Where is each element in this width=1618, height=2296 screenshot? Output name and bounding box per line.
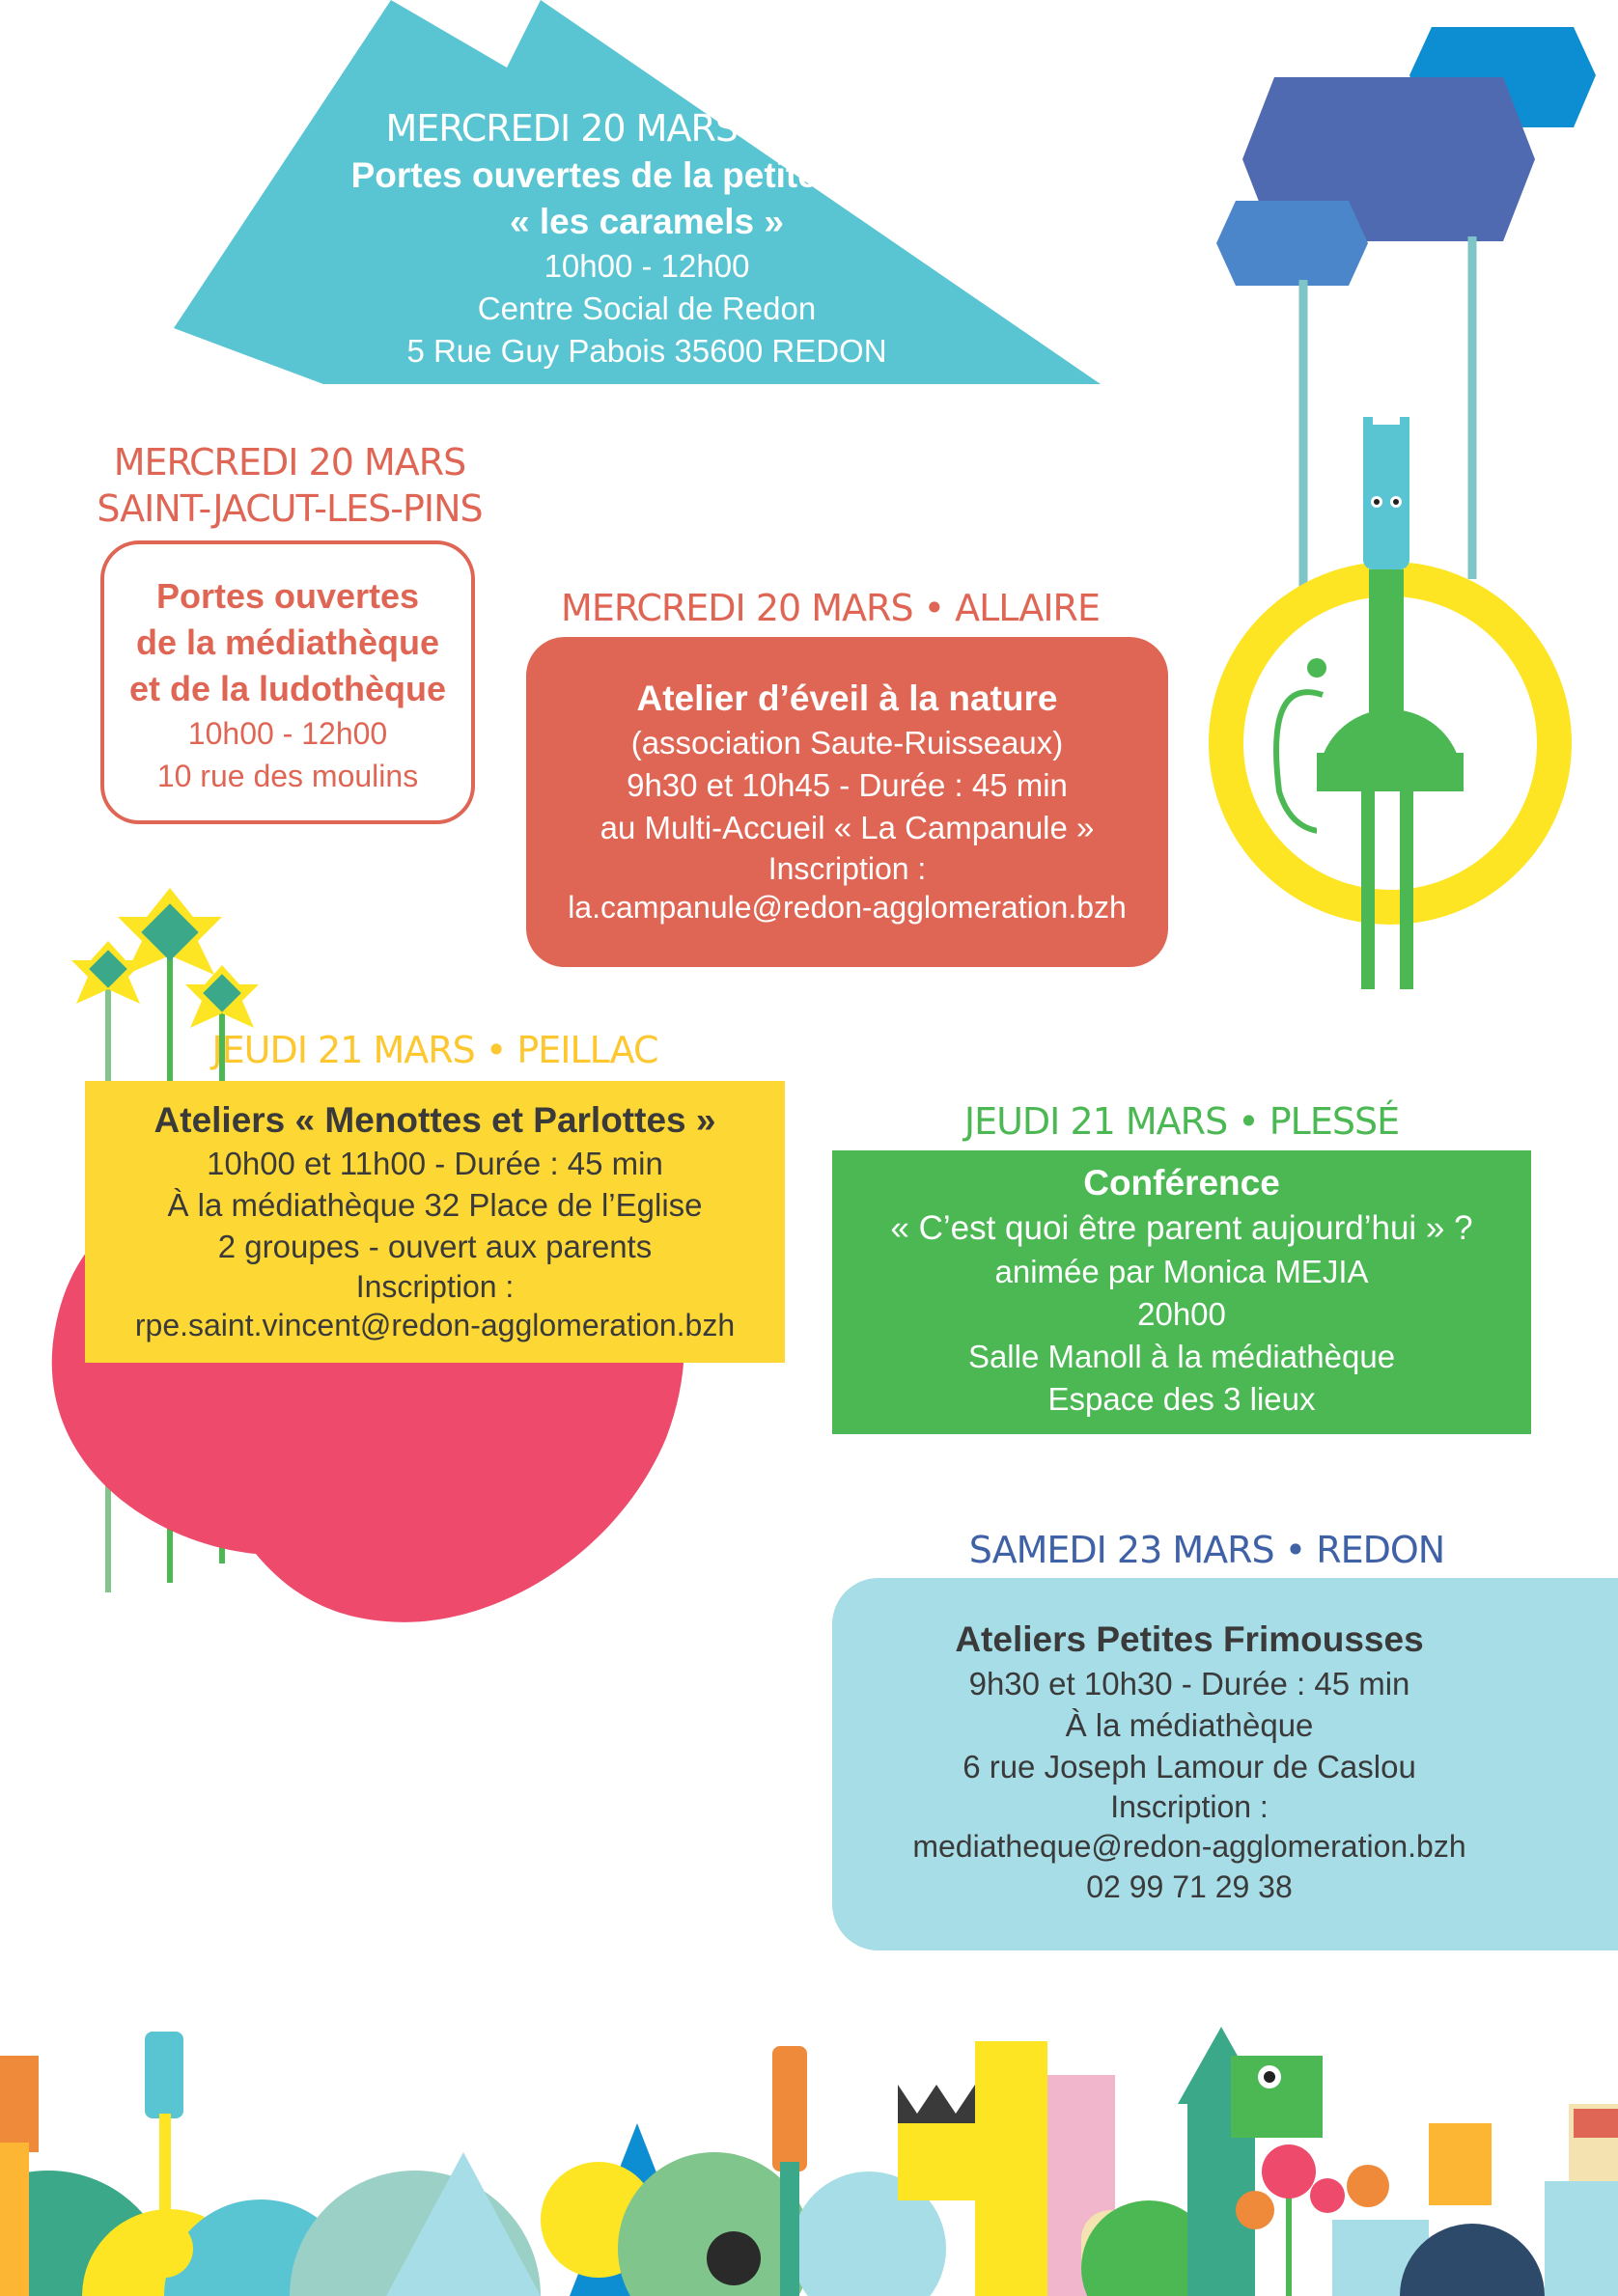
event-association: (association Saute-Ruisseaux) (630, 725, 1064, 761)
event-place: au Multi-Accueil « La Campanule » (600, 810, 1095, 845)
event-allaire-card (526, 637, 1168, 967)
event-inscription: Inscription : (355, 1269, 515, 1304)
event-plesse-header (832, 1098, 1531, 1145)
event-header: SAMEDI 23 MARS • REDON (968, 1529, 1445, 1571)
event-place: Centre Social de Redon (477, 290, 817, 326)
event-inscription: Inscription : (302, 1811, 460, 1845)
event-redon-frimousses-card (832, 1578, 1618, 1950)
event-email[interactable]: médiatheque@mairie-pipriac.fr (170, 1850, 593, 1885)
event-place: À la médiathèque (1065, 1707, 1314, 1743)
event-title: et de la ludothèque (128, 669, 447, 708)
event-phone[interactable]: 07 65 79 90 49 (278, 1931, 485, 1966)
event-address: 6 rue Joseph Lamour de Caslou (962, 1749, 1416, 1784)
event-title: Atelier d’éveil à la nature (636, 678, 1058, 718)
cloud-shape (1216, 201, 1368, 286)
event-redon-creche (290, 104, 1004, 373)
event-redon-frimousses-header (869, 1527, 1545, 1573)
event-peillac-card (85, 1081, 785, 1363)
event-place: Salle Manoll à la médiathèque (967, 1339, 1396, 1374)
event-phone[interactable]: 02 99 71 29 38 (1086, 1869, 1293, 1904)
event-inscription: Inscription : (767, 851, 927, 886)
event-header: SAMEDI 23 MARS • PIPRIAC (140, 1624, 623, 1667)
event-groups: 2 groupes - ouvert aux parents (217, 1229, 653, 1264)
event-title: Conférence (1083, 1163, 1280, 1203)
event-header: JEUDI 21 MARS • PLESSÉ (963, 1100, 1400, 1143)
event-saint-jacut-header (29, 439, 550, 532)
event-pipriac (116, 1621, 647, 1969)
event-title: Temps de lecture (236, 1673, 527, 1712)
event-saint-jacut-card (100, 540, 475, 824)
event-time: 16h30 à la médiathèque (194, 1765, 569, 1805)
event-header: JEUDI 21 MARS • PEILLAC (211, 1029, 658, 1071)
event-inscription: Inscription : (1110, 1789, 1269, 1824)
event-header: MERCREDI 20 MARS (113, 441, 466, 484)
event-title: Portes ouvertes (155, 576, 420, 616)
event-email[interactable]: rpe.saint.vincent@redon-agglomeration.bzh (134, 1308, 736, 1342)
event-email[interactable]: mediatheque@redon-agglomeration.bzh (912, 1829, 1466, 1864)
event-address: 10 rue des moulins (156, 759, 419, 793)
event-time: 10h00 et 11h00 - Durée : 45 min (207, 1146, 663, 1181)
event-email[interactable]: la.campanule@redon-agglomeration.bzh (568, 890, 1127, 925)
event-time: 10h00 - 12h00 (544, 248, 750, 284)
event-speaker: animée par Monica MEJIA (994, 1254, 1369, 1289)
event-peillac-header (85, 1027, 785, 1073)
event-title: pour les tout-petits (219, 1719, 544, 1758)
event-time: 9h30 et 10h45 - Durée : 45 min (627, 767, 1068, 803)
event-subtitle: « C’est quoi être parent aujourd’hui » ? (890, 1209, 1473, 1247)
event-title: Portes ouvertes de la petite crèche (350, 155, 943, 195)
event-time: 10h00 - 12h00 (187, 716, 388, 751)
event-place: Espace des 3 lieux (1047, 1381, 1316, 1417)
event-place: À la médiathèque 32 Place de l’Eglise (167, 1187, 703, 1223)
event-header: SAINT-JACUT-LES-PINS (97, 487, 483, 530)
event-title: « les caramels » (510, 202, 784, 241)
event-time: 20h00 (1137, 1296, 1226, 1332)
event-address: 5 Rue Guy Pabois 35600 REDON (406, 333, 887, 369)
event-header: MERCREDI 20 MARS • REDON (385, 107, 908, 150)
event-plesse-card (832, 1150, 1531, 1434)
event-time: 9h30 et 10h30 - Durée : 45 min (968, 1666, 1410, 1701)
event-title: Ateliers « Menottes et Parlottes » (153, 1100, 716, 1140)
event-title: Ateliers Petites Frimousses (955, 1619, 1424, 1659)
event-title: de la médiathèque (135, 622, 440, 662)
event-phone[interactable]: 02 99 34 32 68 (278, 1891, 485, 1925)
event-allaire-header (521, 585, 1139, 631)
event-header: MERCREDI 20 MARS • ALLAIRE (561, 587, 1100, 629)
